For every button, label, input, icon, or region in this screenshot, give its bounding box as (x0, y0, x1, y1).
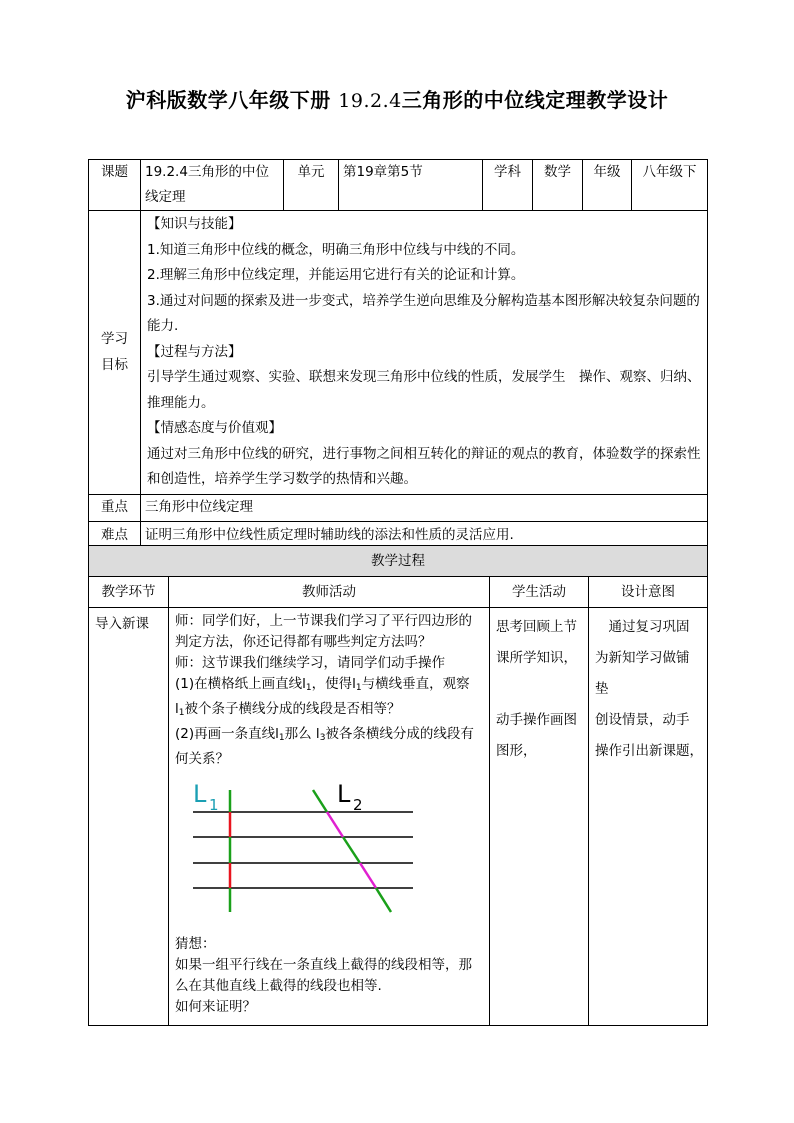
student-line-1: 思考回顾上节 (496, 619, 577, 635)
teacher-step-2 (175, 724, 485, 770)
title-suffix: 三角形的中位线定理教学设计 (401, 88, 669, 112)
process-header-row (89, 577, 708, 608)
step1-sym-2: l (352, 676, 356, 692)
how-prove: 如何来证明？ (175, 999, 256, 1015)
intro-row (89, 608, 708, 1026)
knowledge-heading: 【知识与技能】 (147, 216, 242, 232)
header-student: 学生活动 (490, 577, 589, 608)
difficulty-label: 难点 (89, 521, 141, 549)
key-point-value: 三角形中位线定理 (141, 494, 708, 521)
title-number: 19.2.4 (338, 90, 402, 112)
knowledge-item-3: 3.通过对问题的探索及进一步变式，培养学生逆向思维及分解构造基本图形解决较复杂问题的能力. (147, 292, 700, 334)
l2-green-top (313, 790, 327, 812)
intent-line-3: 垫 (595, 681, 609, 697)
knowledge-item-2: 2.理解三角形中位线定理，并能运用它进行有关的论证和计算。 (147, 267, 525, 283)
label-l2-sub: 2 (353, 796, 363, 814)
l2-magenta-seg-1 (327, 812, 343, 837)
process-band-row (89, 546, 708, 577)
difficulty-value: 证明三角形中位线性质定理时辅助线的添法和性质的灵活应用. (141, 521, 708, 549)
guess-text: 如果一组平行线在一条直线上截得的线段相等，那么在其他直线上截得的线段也相等. (175, 957, 472, 994)
step1-sub-2: 1 (355, 683, 362, 693)
label-l1: L (193, 780, 207, 808)
teacher-line-2: 师：这节课我们继续学习，请同学们动手操作 (175, 655, 445, 671)
teacher-step-1 (175, 674, 485, 724)
process-heading: 【过程与方法】 (147, 343, 242, 360)
course-label: 课题 (89, 160, 141, 211)
lesson-info-table (88, 159, 708, 550)
l2-magenta-seg-2 (360, 863, 376, 888)
emotion-heading: 【情感态度与价值观】 (147, 420, 282, 436)
emotion-text: 通过对三角形中位线的研究，进行事物之间相互转化的辩证的观点的教育，体验数学的探索性和创造性，培养学生学习数学的热情和兴趣。 (147, 445, 701, 487)
knowledge-item-1: 1.知道三角形中位线的概念，明确三角形中位线与中线的不同。 (147, 241, 525, 258)
step1-sub-3: 1 (178, 708, 185, 718)
goals-row (89, 211, 708, 495)
step1-b: ，使得 (311, 676, 353, 692)
header-stage: 教学环节 (89, 577, 169, 608)
key-point-label: 重点 (89, 494, 141, 521)
step2-sym-2: l (315, 726, 320, 742)
l2-green-bottom (376, 888, 391, 912)
step1-sub-1: 1 (305, 683, 312, 693)
stage-cell: 导入新课 (89, 608, 169, 1026)
label-l1-sub: 1 (209, 796, 219, 814)
step1-a: (1)在横格纸上画直线 (175, 676, 303, 692)
intent-line-5: 操作引出新课题， (595, 743, 703, 759)
student-line-3: 动手操作画图 (496, 712, 577, 728)
key-point-row (89, 494, 708, 521)
step1-d: 被个条子横线分成的线段是否相等？ (184, 701, 401, 717)
label-l2: L (337, 780, 351, 808)
teaching-process-table (88, 545, 708, 1026)
course-value: 19.2.4三角形的中位线定理 (141, 160, 284, 211)
unit-label: 单元 (284, 160, 339, 211)
design-intent-cell (589, 608, 708, 1026)
document-title (0, 84, 794, 113)
step1-c: 与横线垂直，观察 (361, 676, 470, 692)
student-activity-cell (490, 608, 589, 1026)
student-line-4: 图形， (496, 743, 537, 759)
unit-value: 第19章第5节 (339, 160, 483, 211)
guess-label: 猜想： (175, 936, 216, 952)
goals-content (141, 211, 708, 495)
parallel-lines-figure (185, 780, 425, 930)
step2-c: 被各条横线分成的线段有何关系？ (175, 726, 474, 767)
process-band-title: 教学过程 (89, 546, 708, 577)
grade-label: 年级 (583, 160, 632, 211)
step2-b: 那么 (284, 726, 312, 742)
info-row (89, 160, 708, 211)
step2-sub-2: 3 (319, 733, 326, 743)
subject-label: 学科 (483, 160, 533, 211)
l2-green-seg (343, 837, 360, 863)
step2-a: (2)再画一条直线 (175, 726, 276, 742)
teacher-line-1: 师：同学们好，上一节课我们学习了平行四边形的判定方法，你还记得都有哪些判定方法吗？ (175, 613, 472, 650)
goals-label-text: 学习目标 (101, 331, 128, 374)
intent-line-2: 为新知学习做铺 (595, 650, 690, 666)
step2-sub-1: 1 (278, 733, 285, 743)
teacher-activity-cell (169, 608, 490, 1026)
subject-value: 数学 (533, 160, 583, 211)
grade-value: 八年级下 (632, 160, 708, 211)
intent-line-1: 通过复习巩固 (595, 619, 690, 635)
intent-line-4: 创设情景，动手 (595, 712, 690, 728)
student-line-2: 课所学知识， (496, 650, 577, 666)
title-prefix: 沪科版数学八年级下册 (125, 88, 331, 112)
goals-label (89, 211, 141, 495)
header-teacher: 教师活动 (169, 577, 490, 608)
process-text: 引导学生通过观察、实验、联想来发现三角形中位线的性质，发展学生 操作、观察、归纳、推理能力。 (147, 369, 701, 411)
step1-sym-1: l (302, 676, 306, 692)
header-intent: 设计意图 (589, 577, 708, 608)
step2-sym-1: l (275, 726, 279, 742)
step1-sym-3: l (175, 701, 179, 717)
